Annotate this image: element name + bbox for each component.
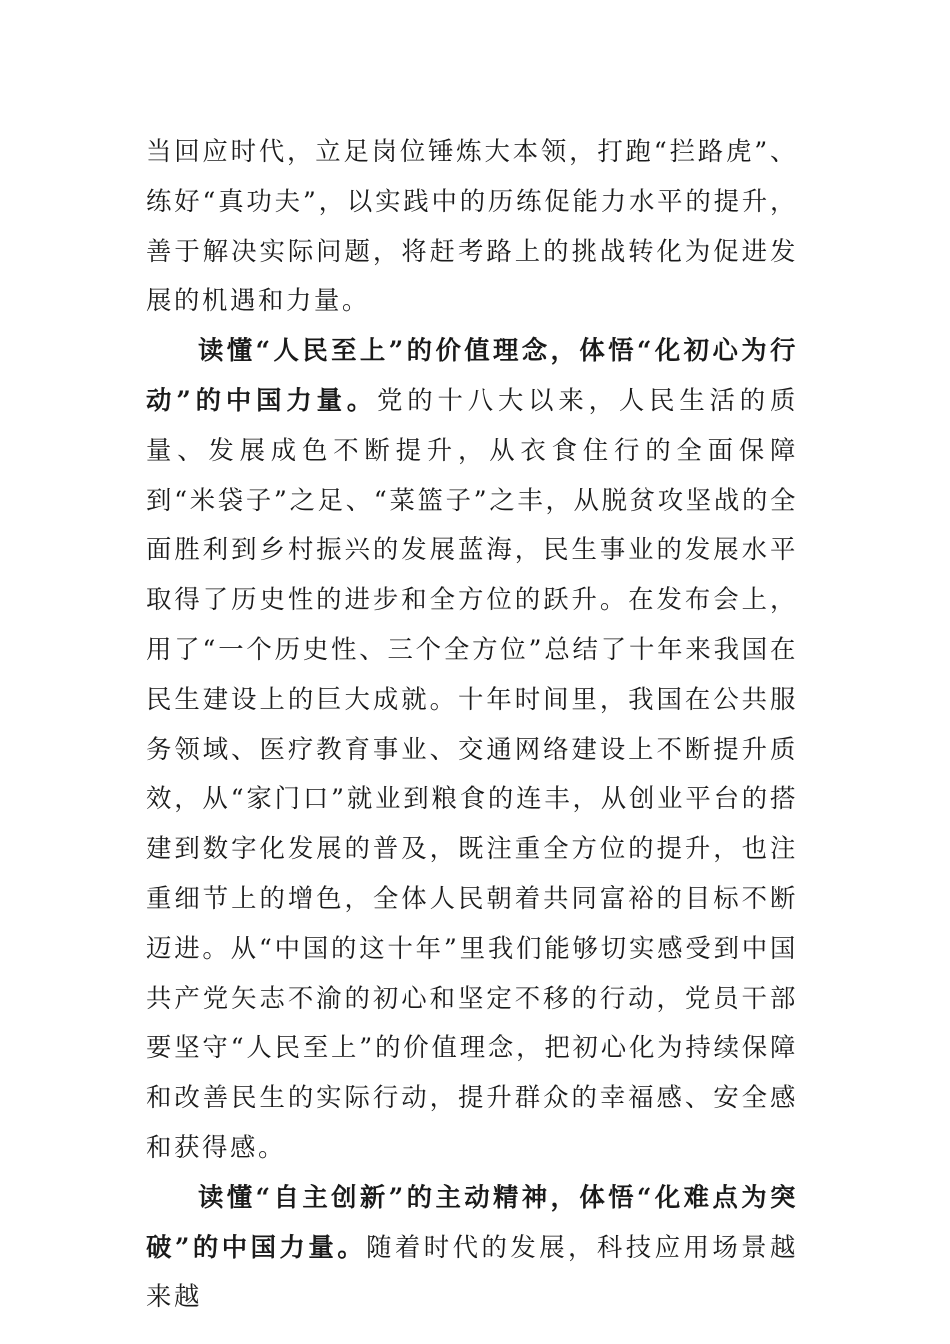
- paragraph-people-first: [146, 326, 798, 1173]
- paragraph-innovation: [146, 1173, 798, 1322]
- paragraph-body: 随着时代的发展，科技应用场景越来越: [146, 1231, 799, 1312]
- document-page: [146, 127, 798, 1322]
- paragraph-heading: 读懂“自主创新”的主动精神，体悟“化难点为突破”的中国力量。: [146, 1181, 798, 1262]
- paragraph-continuation: [146, 127, 798, 326]
- paragraph-body: 当回应时代，立足岗位锤炼大本领，打跑“拦路虎”、练好“真功夫”，以实践中的历练促能力水平的提升，善于解决实际问题，将赶考路上的挑战转化为促进发展的机遇和力量。: [146, 136, 798, 316]
- paragraph-heading: 读懂“人民至上”的价值理念，体悟“化初心为行动”的中国力量。: [146, 335, 798, 415]
- paragraph-body: 党的十八大以来，人民生活的质量、发展成色不断提升，从衣食住行的全面保障到“米袋子”之足、“菜篮子”之丰，从脱贫攻坚战的全面胜利到乡村振兴的发展蓝海，民生事业的发展水平取得了历史性的进步和全方位的跃升。在发布会上，用了“一个历史性、三个全方位”总结了十年来我国在民生建设上的巨大成就。十年时间里，我国在公共服务领域、医疗教育事业、交通网络建设上不断提升质效，从“家门口”就业到粮食的连丰，从创业平台的搭建到数字化发展的普及，既注重全方位的提升，也注重细节上的增色，全体人民朝着共同富裕的目标不断迈进。从“中国的这十年”里我们能够切实感受到中国共产党矢志不渝的初心和坚定不移的行动，党员干部要坚守“人民至上”的价值理念，把初心化为持续保障和改善民生的实际行动，提升群众的幸福感、安全感和获得感。: [146, 384, 799, 1162]
